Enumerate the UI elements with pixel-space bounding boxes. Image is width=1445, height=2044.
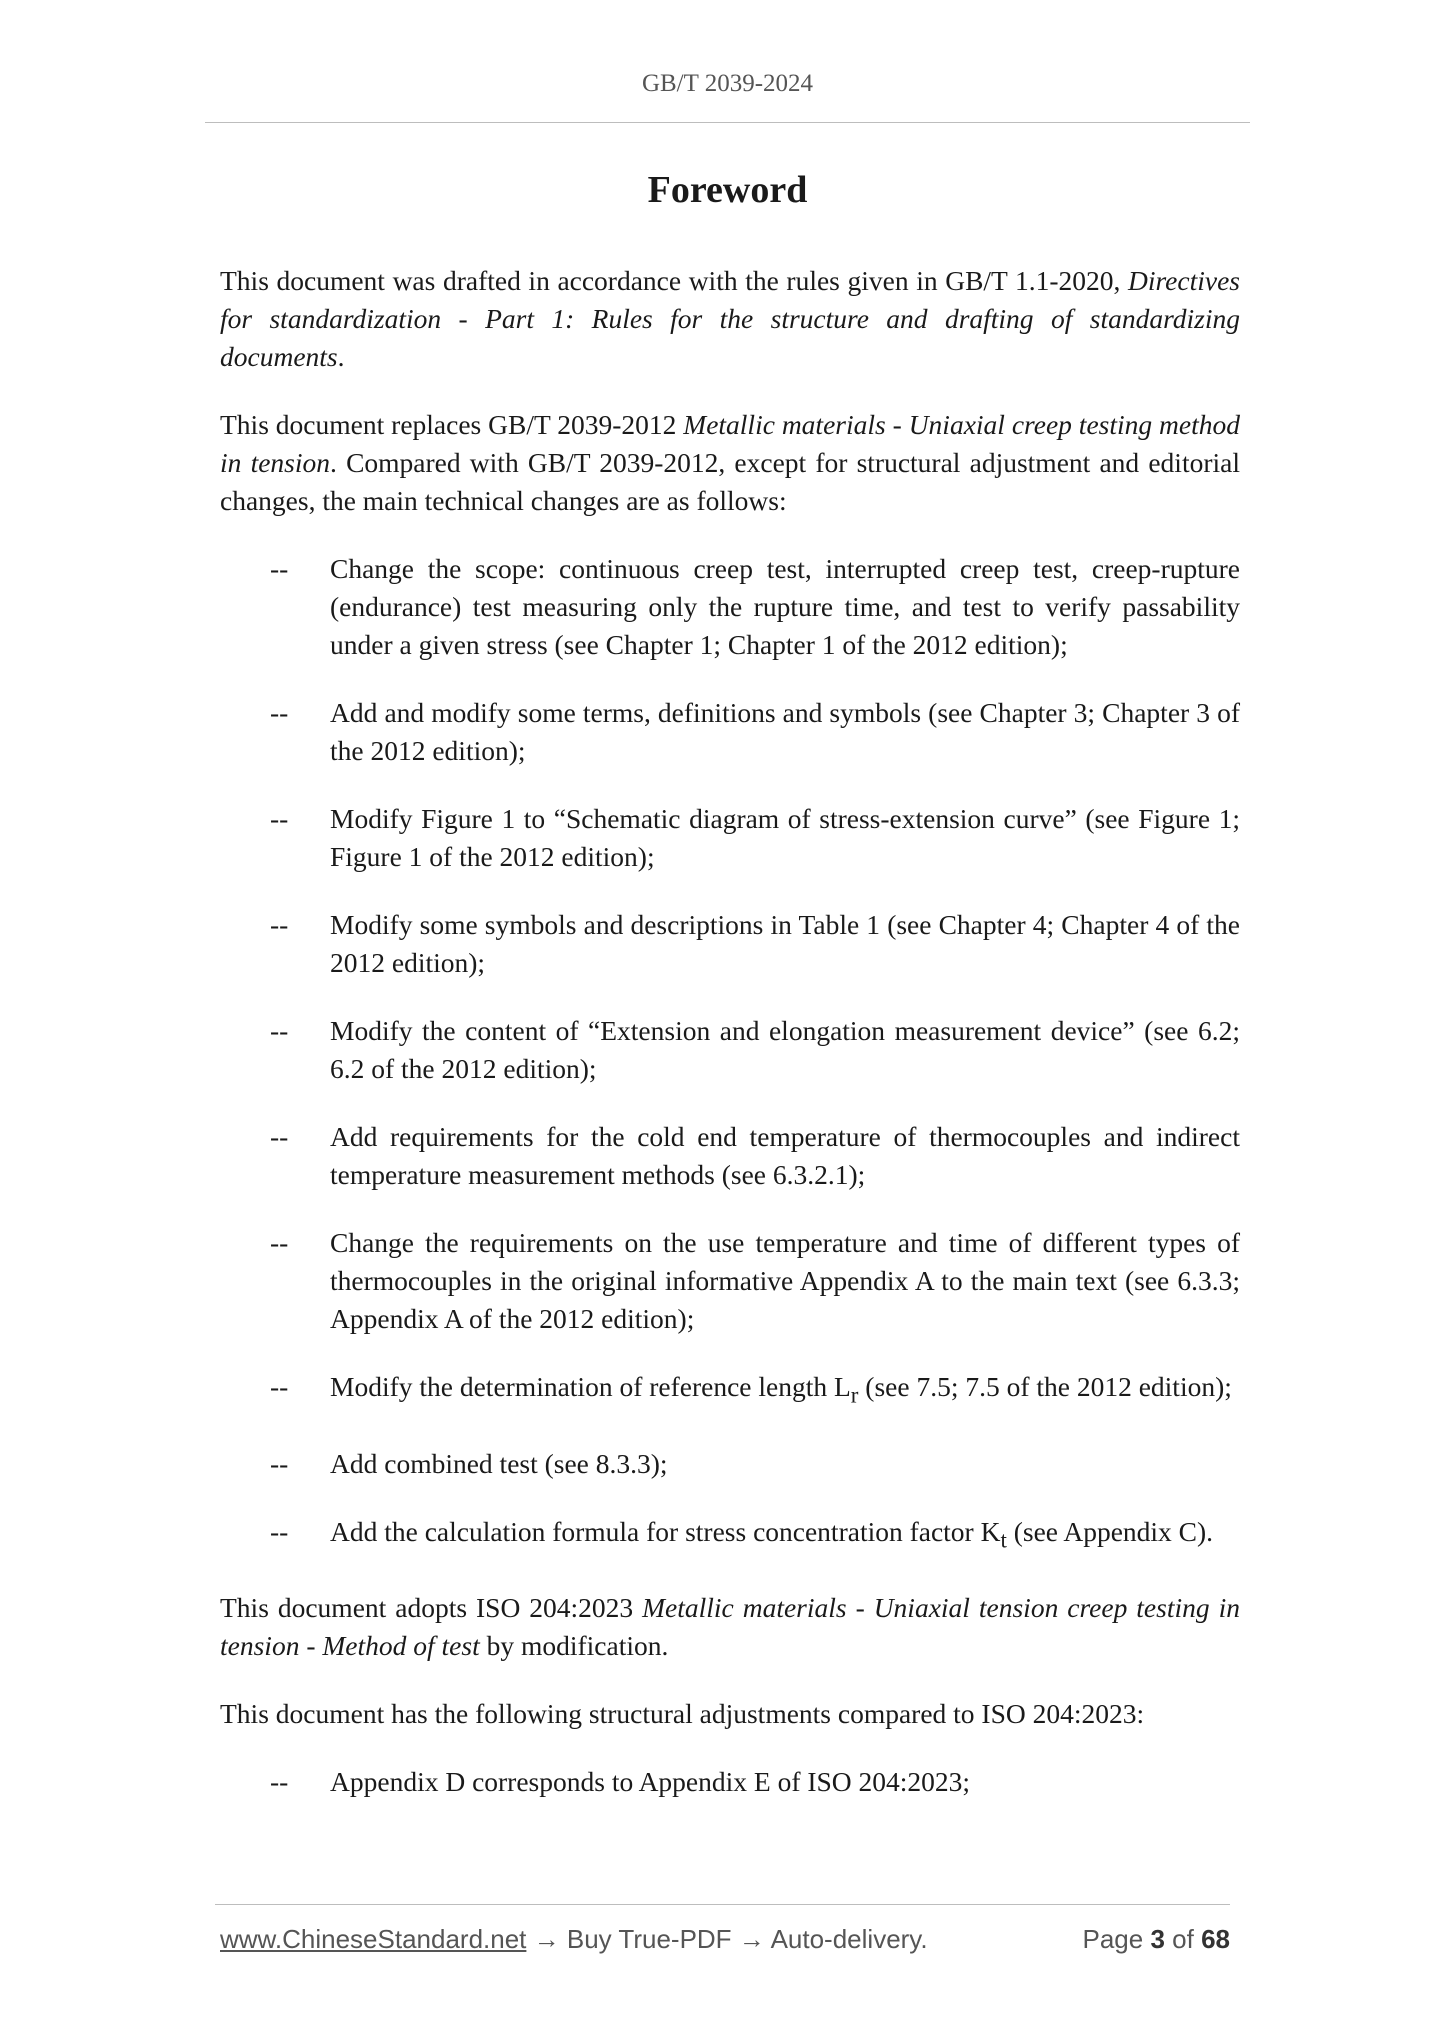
header-divider xyxy=(205,122,1250,123)
list-item: -- Appendix D corresponds to Appendix E of ISO 204:2023; xyxy=(220,1763,1240,1801)
list-dash: -- xyxy=(270,1447,289,1479)
page-indicator: Page 3 of 68 xyxy=(1082,1924,1230,1954)
page-footer xyxy=(220,1924,1230,1960)
list-item: -- Add requirements for the cold end temperature of thermocouples and indirect temperature measurement methods (see 6.3.2.1); xyxy=(220,1118,1240,1194)
list-dash: -- xyxy=(270,1121,289,1152)
list-item: -- Add and modify some terms, definitions and symbols (see Chapter 3; Chapter 3 of the 2012 edition); xyxy=(220,694,1240,770)
site-link[interactable]: www.ChineseStandard.net xyxy=(220,1924,527,1954)
list-dash: -- xyxy=(270,697,289,728)
total-pages: 68 xyxy=(1201,1924,1230,1954)
foreword-body xyxy=(220,262,1240,1831)
paragraph-drafting-rules: This document was drafted in accordance with the rules given in GB/T 1.1-2020, Directives for standardization - Part 1: Rules for the structure and drafting of standardizing documents. xyxy=(220,265,1240,372)
list-dash: -- xyxy=(270,1015,289,1046)
paragraph-structural-adjustments: This document has the following structural adjustments compared to ISO 204:2023: xyxy=(220,1698,1145,1729)
paragraph-adoption: This document adopts ISO 204:2023 Metallic materials - Uniaxial tension creep testing in tension - Method of test by modification. xyxy=(220,1592,1240,1661)
footer-divider xyxy=(215,1904,1230,1905)
list-dash: -- xyxy=(270,803,289,834)
list-item: -- Modify Figure 1 to “Schematic diagram of stress-extension curve” (see Figure 1; Figure 1 of the 2012 edition); xyxy=(220,800,1240,876)
list-item: -- Add combined test (see 8.3.3); xyxy=(220,1445,1240,1483)
list-dash: -- xyxy=(270,1766,289,1797)
list-dash: -- xyxy=(270,553,289,584)
list-item: -- Change the scope: continuous creep test, interrupted creep test, creep-rupture (endurance) test measuring only the rupture time, and test to verify passability under a given stress (see Chapter 1; Chapter 1 of the 2012 edition); xyxy=(220,550,1240,664)
list-dash: -- xyxy=(270,1515,289,1547)
page-title: Foreword xyxy=(647,169,808,211)
list-dash: -- xyxy=(270,909,289,940)
list-item: -- Change the requirements on the use temperature and time of different types of thermocouples in the original informative Appendix A to the main text (see 6.3.3; Appendix A of the 2012 edition); xyxy=(220,1224,1240,1338)
list-item: -- Modify some symbols and descriptions in Table 1 (see Chapter 4; Chapter 4 of the 2012 edition); xyxy=(220,906,1240,982)
list-item: -- Modify the content of “Extension and elongation measurement device” (see 6.2; 6.2 of the 2012 edition); xyxy=(220,1012,1240,1088)
footer-promo: www.ChineseStandard.net → Buy True-PDF → Auto-delivery. xyxy=(220,1924,928,1954)
running-header: GB/T 2039-2024 xyxy=(641,70,814,97)
list-item: -- Add the calculation formula for stress concentration factor $K_t$ (see Appendix C). xyxy=(220,1513,1240,1560)
list-dash: -- xyxy=(270,1371,289,1402)
list-dash: -- xyxy=(270,1227,289,1258)
paragraph-replacement: This document replaces GB/T 2039-2012 Metallic materials - Uniaxial creep testing method in tension. Compared with GB/T 2039-2012, except for structural adjustment and editorial changes, the main technical changes are as follows: xyxy=(220,409,1241,516)
current-page: 3 xyxy=(1150,1924,1165,1954)
list-item: -- Modify the determination of reference length $L_r$ (see 7.5; 7.5 of the 2012 edition); xyxy=(220,1368,1240,1415)
